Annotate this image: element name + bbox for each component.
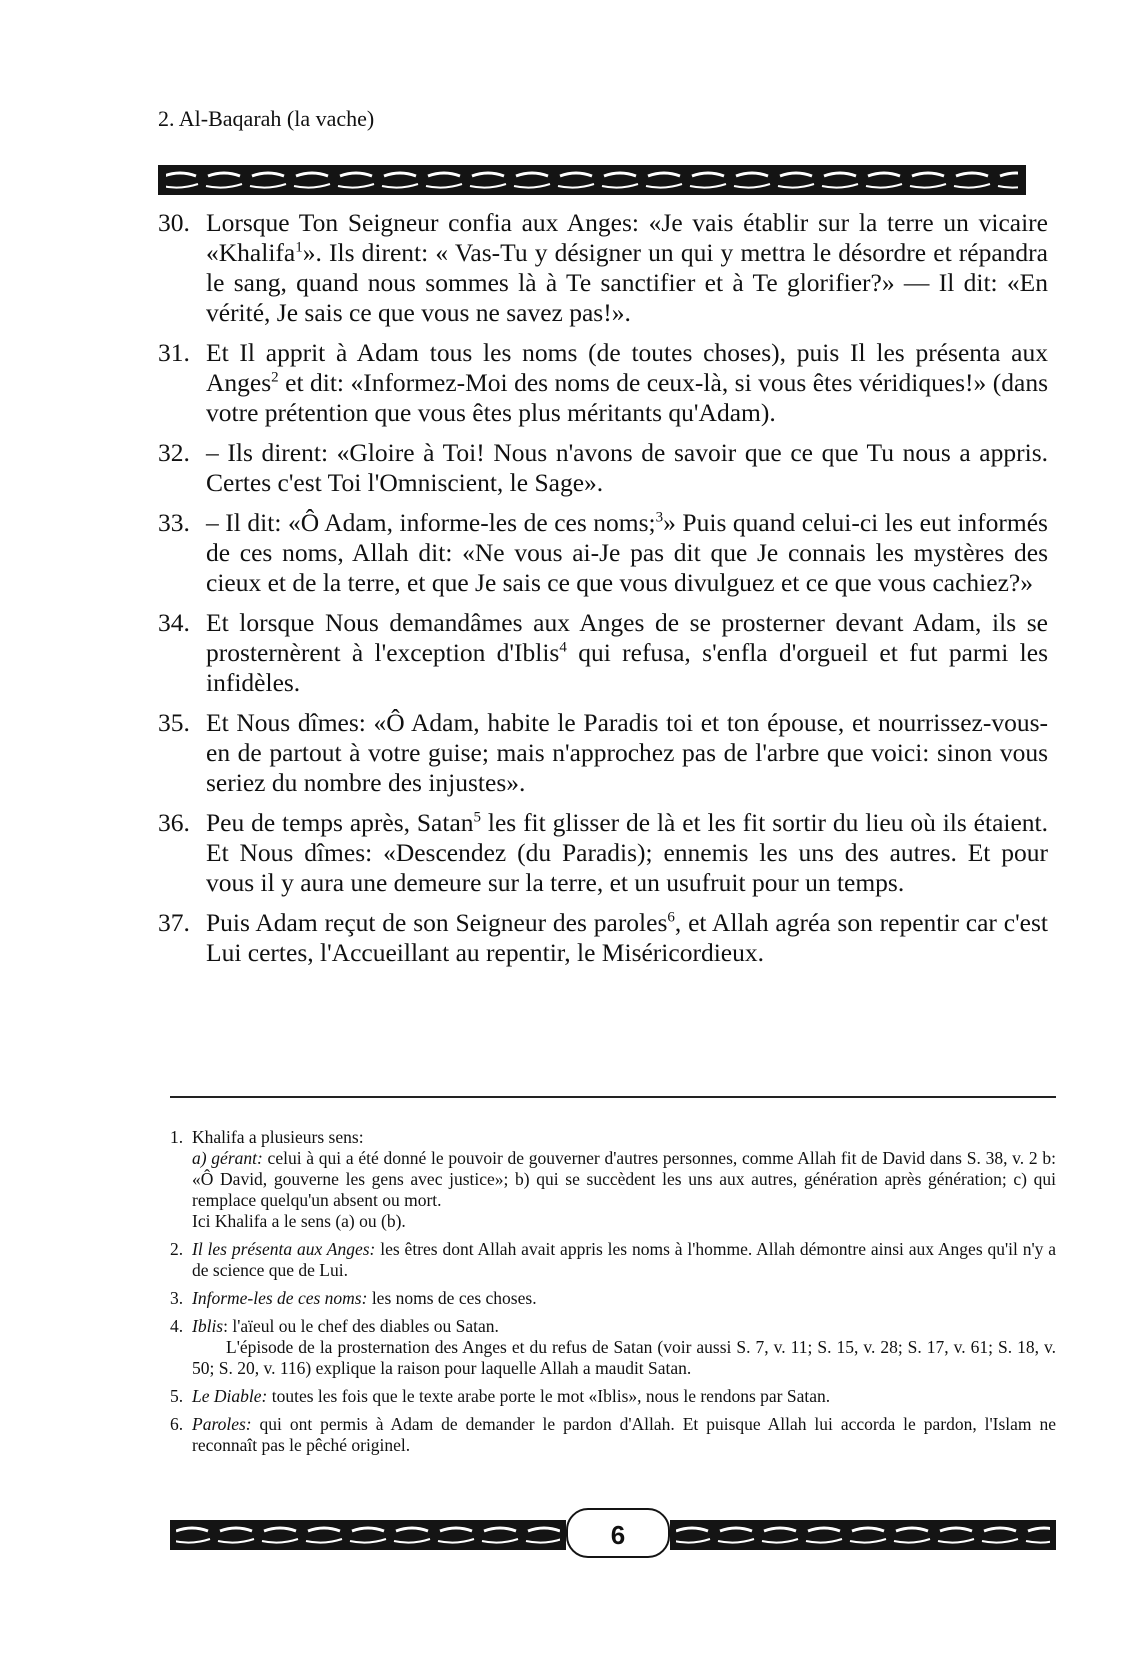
verse-text: Et lorsque Nous demandâmes aux Anges de se prosterner devant Adam, ils se prosternèrent à l'exception d'Iblis$^4$ qui refusa, s'enfla d'orgueil et fut parmi les infidèles. — [206, 608, 1048, 697]
footnote-number: 2. — [170, 1239, 184, 1259]
page-number: 6 — [566, 1508, 670, 1558]
verse-text: Peu de temps après, Satan$^5$ les fit glisser de là et les fit sortir du lieu où ils étaient. Et Nous dîmes: «Descendez (du Paradis); ennemis les uns des autres. Et pour vous il y aura une demeure sur la terre, et un usufruit pour un temps. — [206, 808, 1048, 897]
footnote-text: Il les présenta aux Anges: les êtres dont Allah avait appris les noms à l'homme. Allah démontre ainsi aux Anges qu'il n'y a de science que de Lui. — [192, 1239, 1057, 1280]
footnote-ref: 3 — [655, 509, 664, 526]
footnote-divider — [170, 1096, 1056, 1098]
footnote-term: Il les présenta aux Anges: — [192, 1239, 376, 1259]
decorative-chain-border-bottom-left — [170, 1520, 566, 1550]
footnote-term: Informe-les de ces noms: — [192, 1288, 368, 1308]
verse-text: Lorsque Ton Seigneur confia aux Anges: «Je vais établir sur la terre un vicaire «Khalifa$^1$». Ils dirent: « Vas-Tu y désigner un qui y mettra le désordre et répandra le sang, quand nous sommes là à Te sanctifier et à Te glorifier?» — Il dit: «En vérité, Je sais ce que vous ne savez pas!». — [206, 208, 1048, 327]
verse-number: 34. — [158, 608, 190, 637]
footnote-6 — [170, 1414, 1056, 1456]
footnote-ref: 2 — [271, 369, 279, 386]
footnote-term: a) gérant: — [192, 1148, 263, 1168]
chain-ornament — [158, 165, 1026, 195]
verse-30 — [158, 208, 1048, 328]
decorative-chain-border-bottom-right — [670, 1520, 1056, 1550]
footnote-text: Informe-les de ces noms: les noms de ces choses. — [192, 1288, 537, 1308]
verse-text: – Ils dirent: «Gloire à Toi! Nous n'avons de savoir que ce que Tu nous a appris. Certes c'est Toi l'Omniscient, le Sage». — [206, 438, 1048, 497]
footnote-term: Iblis — [192, 1316, 224, 1336]
verse-text: Et Nous dîmes: «Ô Adam, habite le Paradis toi et ton épouse, et nourrissez-vous-en de partout à votre guise; mais n'approchez pas de l'arbre que voici: sinon vous seriez du nombre des injustes». — [206, 708, 1048, 797]
footnote-ref: 4 — [559, 639, 567, 656]
footnote-5 — [170, 1386, 1056, 1407]
footnotes — [170, 1127, 1056, 1463]
verse-35 — [158, 708, 1048, 798]
verse-number: 36. — [158, 808, 190, 837]
footnote-number: 3. — [170, 1288, 184, 1308]
footnote-number: 4. — [170, 1316, 184, 1336]
verse-number: 37. — [158, 908, 190, 937]
footnote-3 — [170, 1288, 1056, 1309]
footnote-text: Iblis: l'aïeul ou le chef des diables ou Satan. L'épisode de la prosternation des Anges et du refus de Satan (voir aussi S. 7, v. 11; S. 15, v. 28; S. 17, v. 61; S. 18, v. 50; S. 20, v. 116) explique la raison pour laquelle Allah a maudit Satan. — [192, 1316, 1056, 1378]
page-header: 2. Al-Baqarah (la vache) — [158, 106, 375, 131]
verse-list — [158, 208, 1048, 978]
verse-34 — [158, 608, 1048, 698]
decorative-chain-border-top — [158, 165, 1026, 195]
verse-number: 31. — [158, 338, 190, 367]
verse-text: – Il dit: «Ô Adam, informe-les de ces noms;$^3$» Puis quand celui-ci les eut informés de ces noms, Allah dit: «Ne vous ai-Je pas dit que Je connais les mystères des cieux et de la terre, et que Je sais ce que vous divulguez et ce que vous cachiez?» — [206, 508, 1048, 597]
footnote-term: Paroles: — [192, 1414, 252, 1434]
verse-number: 33. — [158, 508, 190, 537]
footnote-number: 1. — [170, 1127, 184, 1147]
verse-32 — [158, 438, 1048, 498]
footnote-text: Khalifa a plusieurs sens: a) gérant: celui à qui a été donné le pouvoir de gouverner d'autres personnes, comme Allah fit de David dans S. 38, v. 2 b: «Ô David, gouverne les gens avec justice»; b) qui se succèdent les uns aux autres, génération après génération; c) qui remplace quelqu'un absent ou mort. Ici Khalifa a le sens (a) ou (b). — [192, 1127, 1056, 1231]
chain-ornament — [170, 1520, 566, 1550]
verse-number: 35. — [158, 708, 190, 737]
footnote-term: Le Diable: — [192, 1386, 268, 1406]
verse-37 — [158, 908, 1048, 968]
footnote-1 — [170, 1127, 1056, 1232]
footnote-text: Paroles: qui ont permis à Adam de demander le pardon d'Allah. Et puisque Allah lui accorda le pardon, l'Islam ne reconnaît pas le pêché originel. — [192, 1414, 1056, 1455]
footnote-ref: 1 — [295, 239, 303, 256]
verse-31 — [158, 338, 1048, 428]
footnote-ref: 5 — [473, 809, 482, 826]
verse-36 — [158, 808, 1048, 898]
verse-number: 30. — [158, 208, 190, 237]
verse-text: Puis Adam reçut de son Seigneur des paroles$^6$, et Allah agréa son repentir car c'est Lui certes, l'Accueillant au repentir, le Miséricordieux. — [206, 908, 1048, 967]
footnote-4 — [170, 1316, 1056, 1379]
chain-ornament — [670, 1520, 1056, 1550]
footnote-2 — [170, 1239, 1056, 1281]
footnote-text: Le Diable: toutes les fois que le texte arabe porte le mot «Iblis», nous le rendons par Satan. — [192, 1386, 831, 1406]
verse-33 — [158, 508, 1048, 598]
footnote-number: 6. — [170, 1414, 184, 1434]
verse-number: 32. — [158, 438, 190, 467]
verse-text: Et Il apprit à Adam tous les noms (de toutes choses), puis Il les présenta aux Anges$^2$ et dit: «Informez-Moi des noms de ceux-là, si vous êtes véridiques!» (dans votre prétention que vous êtes plus méritants qu'Adam). — [206, 338, 1048, 427]
footnote-ref: 6 — [667, 909, 675, 926]
footnote-number: 5. — [170, 1386, 184, 1406]
